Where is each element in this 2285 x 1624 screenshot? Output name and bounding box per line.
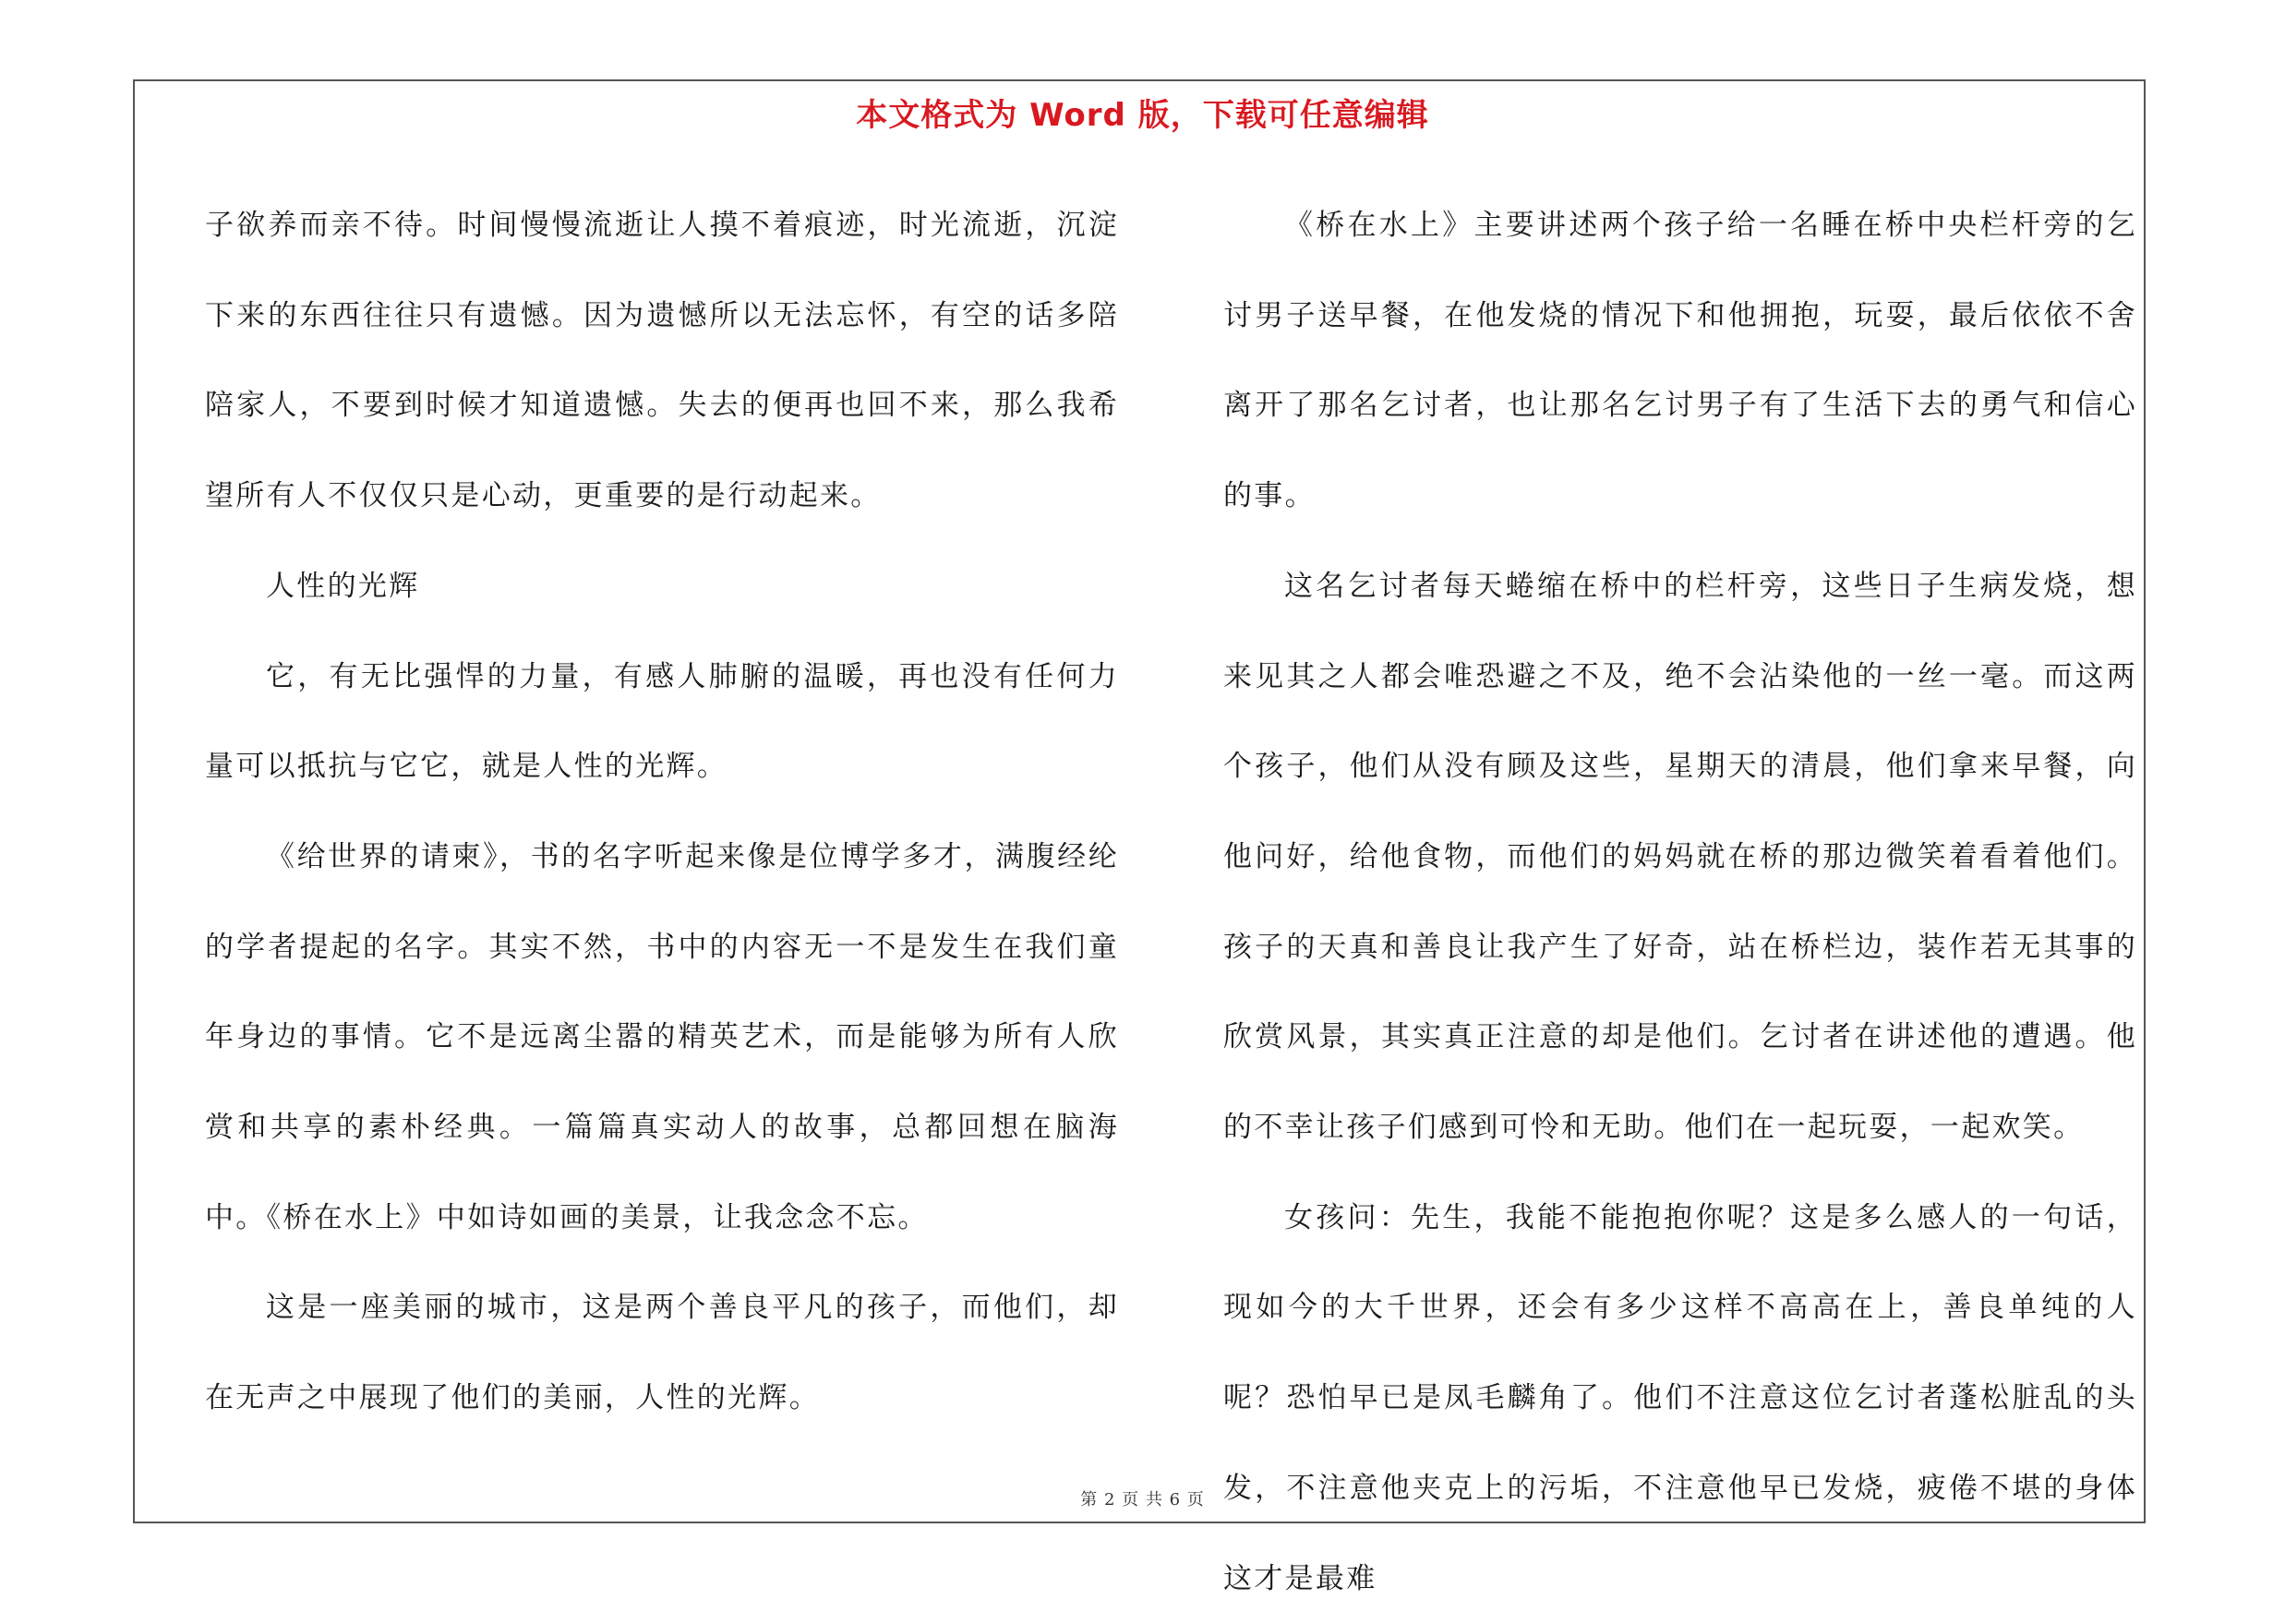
paragraph: 《桥在水上》主要讲述两个孩子给一名睡在桥中央栏杆旁的乞讨男子送早餐，在他发烧的情况下和他拥抱，玩耍，最后依依不舍离开了那名乞讨者，也让那名乞讨男子有了生活下去的勇气和信心的事。	[1223, 209, 2137, 513]
page-number-footer: 第 2 页 共 6 页	[1080, 1490, 1205, 1510]
format-notice-banner: 本文格式为 Word 版，下载可任意编辑	[856, 97, 1429, 134]
section-heading: 人性的光辉	[266, 569, 420, 603]
paragraph: 子欲养而亲不待。时间慢慢流逝让人摸不着痕迹，时光流逝，沉淀下来的东西往往只有遗憾。因为遗憾所以无法忘怀，有空的话多陪陪家人，不要到时候才知道遗憾。失去的便再也回不来，那么我希望所有人不仅仅只是心动，更重要的是行动起来。	[205, 209, 1119, 513]
paragraph: 这是一座美丽的城市，这是两个善良平凡的孩子，而他们，却在无声之中展现了他们的美丽，人性的光辉。	[205, 1291, 1119, 1415]
left-text-column	[205, 181, 1119, 1444]
paragraph: 它，有无比强悍的力量，有感人肺腑的温暖，再也没有任何力量可以抵抗与它它，就是人性的光辉。	[205, 659, 1119, 784]
paragraph: 《给世界的请柬》，书的名字听起来像是位博学多才，满腹经纶的学者提起的名字。其实不然，书中的内容无一不是发生在我们童年身边的事情。它不是远离尘嚣的精英艺术，而是能够为所有人欣赏和共享的素朴经典。一篇篇真实动人的故事，总都回想在脑海中。《桥在水上》中如诗如画的美景，让我念念不忘。	[205, 839, 1119, 1234]
paragraph: 女孩问：先生，我能不能抱抱你呢？这是多么感人的一句话，现如今的大千世界，还会有多少这样不高高在上，善良单纯的人呢？恐怕早已是凤毛麟角了。他们不注意这位乞讨者蓬松脏乱的头发，不注意他夹克上的污垢，不注意他早已发烧，疲倦不堪的身体这才是最难	[1223, 1200, 2137, 1595]
right-text-column	[1223, 181, 2137, 1624]
paragraph: 这名乞讨者每天蜷缩在桥中的栏杆旁，这些日子生病发烧，想来见其之人都会唯恐避之不及，绝不会沾染他的一丝一毫。而这两个孩子，他们从没有顾及这些，星期天的清晨，他们拿来早餐，向他问好，给他食物，而他们的妈妈就在桥的那边微笑着看着他们。孩子的天真和善良让我产生了好奇，站在桥栏边，装作若无其事的欣赏风景，其实真正注意的却是他们。乞讨者在讲述他的遭遇。他的不幸让孩子们感到可怜和无助。他们在一起玩耍，一起欢笑。	[1223, 569, 2137, 1145]
